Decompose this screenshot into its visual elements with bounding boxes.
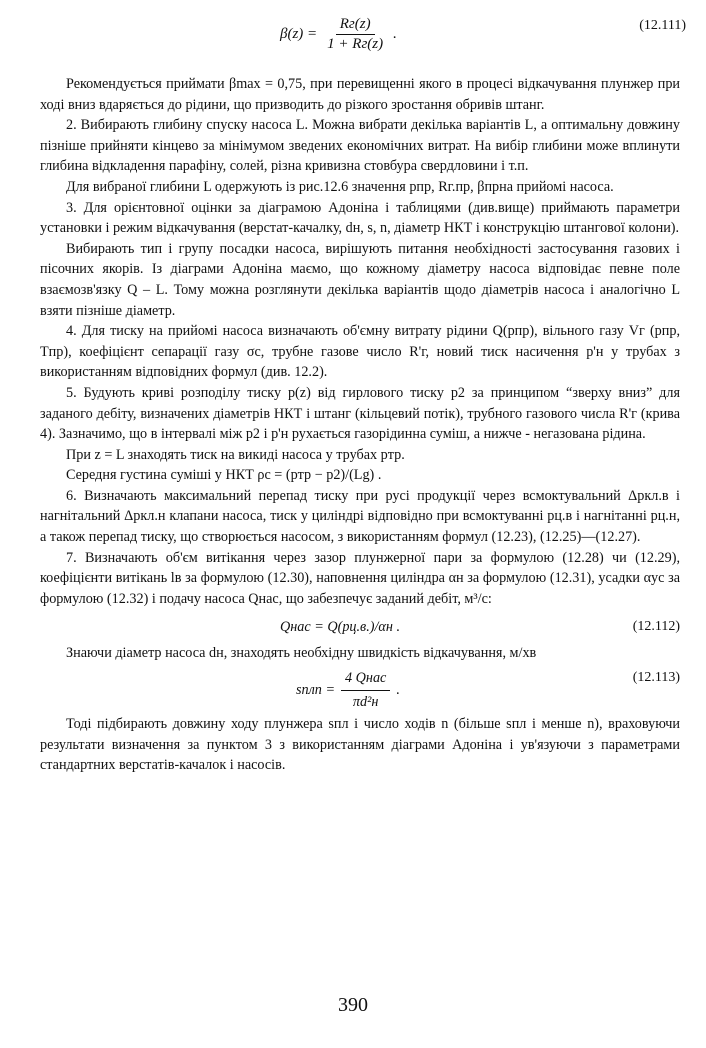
equation-body (280, 16, 397, 53)
equation-left-side: β(z) = (280, 26, 318, 42)
paragraph: Рекомендується приймати βmax = 0,75, при перевищенні якого в процесі відкачування плунжер при ході вниз вдаряється до рідини, що призводить до різкого зростання обривів штанг. (40, 76, 680, 113)
equation-body: Qнас = Q(pц.в.)/αн . (280, 619, 400, 636)
paragraph: 4. Для тиску на прийомі насоса визначають об'ємну витрату рідини Q(pпр), вільного газу Vг (pпр, Tпр), коефіцієнт сепарації газу σс, трубне газове число R'г, новий тиск насичення p'н у трубах з використанням відповідних формул (див. 12.2). (40, 323, 680, 381)
equation-number: (12.113) (632, 670, 680, 686)
page-number: 390 (338, 994, 368, 1016)
equation-12-113 (40, 664, 680, 714)
equation-number: (12.111) (639, 18, 686, 33)
fraction-denominator: 1 + Rг(z) (327, 36, 384, 52)
equation-12-112 (40, 609, 680, 643)
equation-number: (12.112) (632, 619, 680, 635)
paragraph: 2. Вибирають глибину спуску насоса L. Можна вибрати декілька варіантів L, а оптимальну довжину пізніше прийняти кінцево за мінімумом зведених економічних витрат. На вибір глибини може вплинути глибина відкладення парафіну, солей, різна кривизна стовбура свердловини і т.п. (40, 117, 680, 175)
paragraph: Вибирають тип і групу посадки насоса, вирішують питання необхідності застосування газових і пісочних якорів. Із діаграми Адоніна маємо, що кожному діаметру насоса відповідає певне поле взаємозв'язку Q – L. Тому можна розглянути декілька варіантів щодо діаметрів насоса і аналогічно L взяти пізніше діаметр. (40, 240, 680, 319)
body-text-block-1 (40, 74, 680, 776)
paragraph: Для вибраної глибини L одержують із рис.12.6 значення pпр, Rг.пр, βпрна прийомі насоса. (66, 178, 614, 195)
paragraph: 3. Для орієнтовної оцінки за діаграмою Адоніна і таблицями (див.вище) приймають параметри установки і режим відкачування (верстат-качалку, dн, s, n, діаметр НКТ і конструкцію штангової колони). (40, 199, 680, 237)
paragraph: 6. Визначають максимальний перепад тиску при русі продукції через всмоктувальний Δpкл.в і нагнітальний Δpкл.н клапани насоса, тиск у циліндрі відповідно при всмоктуванні pц.в і нагнітанні pц.н, а також перепад тиску, що створюється насосом, з використанням формул (12.23), (12.25)—(12.27). (40, 487, 680, 546)
equation-12-111 (40, 12, 692, 62)
equation-fraction (341, 668, 390, 712)
fraction-numerator: 4 Qнас (341, 668, 390, 691)
fraction-numerator: Rг(z) (336, 16, 375, 35)
paragraph: 5. Будують криві розподілу тиску p(z) від гирлового тиску p2 за принципом “зверху вниз” для заданого дебіту, визначених діаметрів НКТ і штанг (кільцевий потік), трубного газового числа R'г (крива 4). Зазначимо, що в інтервалі між p2 і p'н рухається газорідинна суміш, а нижче - негазована рідина. (40, 384, 680, 443)
equation-tail: . (393, 26, 397, 42)
equation-left-side: sплn = (296, 681, 336, 698)
paragraph: При z = L знаходять тиск на викиді насоса у трубах pтр. (66, 446, 405, 463)
equation-fraction (323, 16, 387, 53)
paragraph: Тоді підбирають довжину ходу плунжера sпл і число ходів n (більше sпл і менше n), враховуючи результати визначення за пунктом 3 з використанням діаграми Адоніна і ув'язуючи з параметрами стандартних верстатів-качалок і насосів. (40, 716, 680, 774)
equation-tail: . (396, 681, 400, 698)
paragraph: 7. Визначають об'єм витікання через зазор плунжерної пари за формулою (12.28) чи (12.29), коефіцієнти витікань lв за формулою (12.30), наповнення циліндра αн за формулою (12.31), усадки αус за формулою (12.32) і подачу насоса Qнас, що забезпечує заданий дебіт, м³/с: (40, 549, 680, 607)
paragraph: Середня густина суміші у НКТ ρс = (pтр − p2)/(Lg) . (66, 467, 382, 484)
equation-body (296, 668, 400, 712)
paragraph: Знаючи діаметр насоса dн, знаходять необхідну швидкість відкачування, м/хв (66, 645, 537, 662)
fraction-denominator: πd²н (352, 693, 379, 710)
